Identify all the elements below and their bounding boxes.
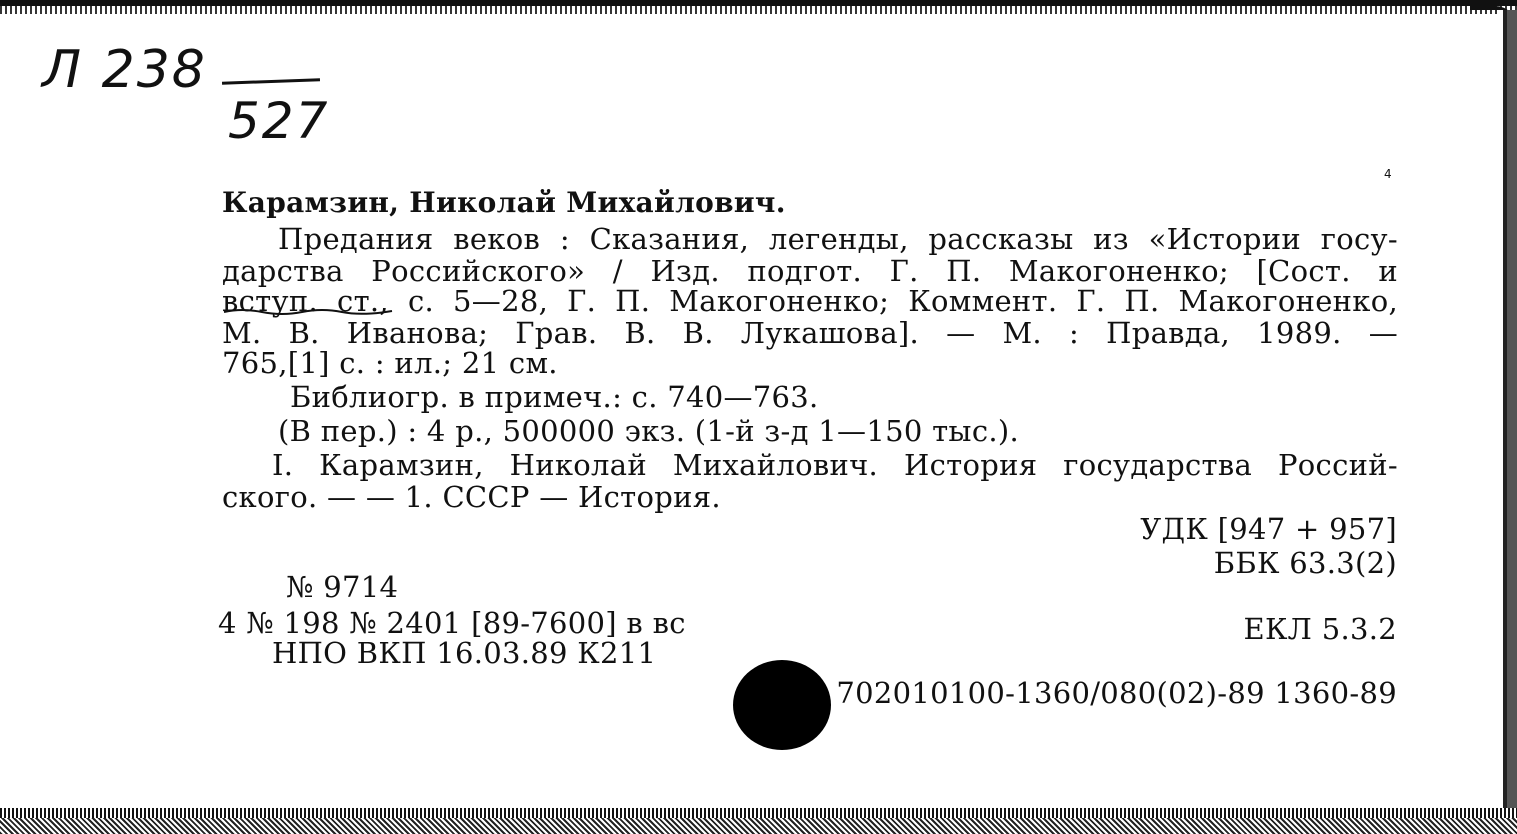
description-line: 765,[1] с. : ил.; 21 см.	[222, 346, 558, 380]
description-line: М. В. Иванова; Грав. В. В. Лукашова]. — М. : Правда, 1989. —	[222, 316, 1398, 350]
description-line: Предания веков : Сказания, легенды, рассказы из «Истории госу-	[278, 222, 1398, 256]
corner-mark	[1384, 168, 1396, 178]
card-right-edge	[1497, 10, 1517, 834]
ekl-code: ЕКЛ 5.3.2	[1243, 612, 1397, 646]
bbk-code: ББК 63.3(2)	[1213, 546, 1397, 580]
description-line: дарства Российского» / Изд. подгот. Г. П. Макогоненко; [Сост. и	[222, 254, 1398, 288]
index-code: 702010100-1360/080(02)-89 1360-89	[836, 676, 1397, 710]
bibliography-note: Библиогр. в примеч.: с. 740—763.	[290, 380, 819, 414]
call-number-bottom: 527	[228, 92, 330, 150]
subject-line: ского. — — 1. СССР — История.	[222, 480, 721, 514]
npo-line: НПО ВКП 16.03.89 К211	[272, 636, 657, 670]
call-number-divider	[222, 78, 320, 84]
card-number: № 9714	[286, 570, 399, 604]
print-info: 4 № 198 № 2401 [89-7600] в вс	[218, 606, 686, 640]
ink-blot	[733, 660, 831, 750]
subject-line: I. Карамзин, Николай Михайлович. История государства Россий-	[272, 448, 1398, 482]
card-bottom-edge	[0, 808, 1517, 834]
price-note: (В пер.) : 4 р., 500000 экз. (1-й з-д 1—150 тыс.).	[278, 414, 1020, 448]
description-line: вступ. ст., с. 5—28, Г. П. Макогоненко; Коммент. Г. П. Макогоненко,	[222, 284, 1398, 318]
call-number-top: Л 238	[42, 40, 207, 100]
author-heading: Карамзин, Николай Михайлович.	[222, 186, 786, 219]
svg-text:4: 4	[1384, 168, 1392, 178]
handwritten-underline	[222, 306, 394, 316]
card-top-border	[0, 0, 1517, 6]
udk-code: УДК [947 + 957]	[1140, 512, 1397, 546]
